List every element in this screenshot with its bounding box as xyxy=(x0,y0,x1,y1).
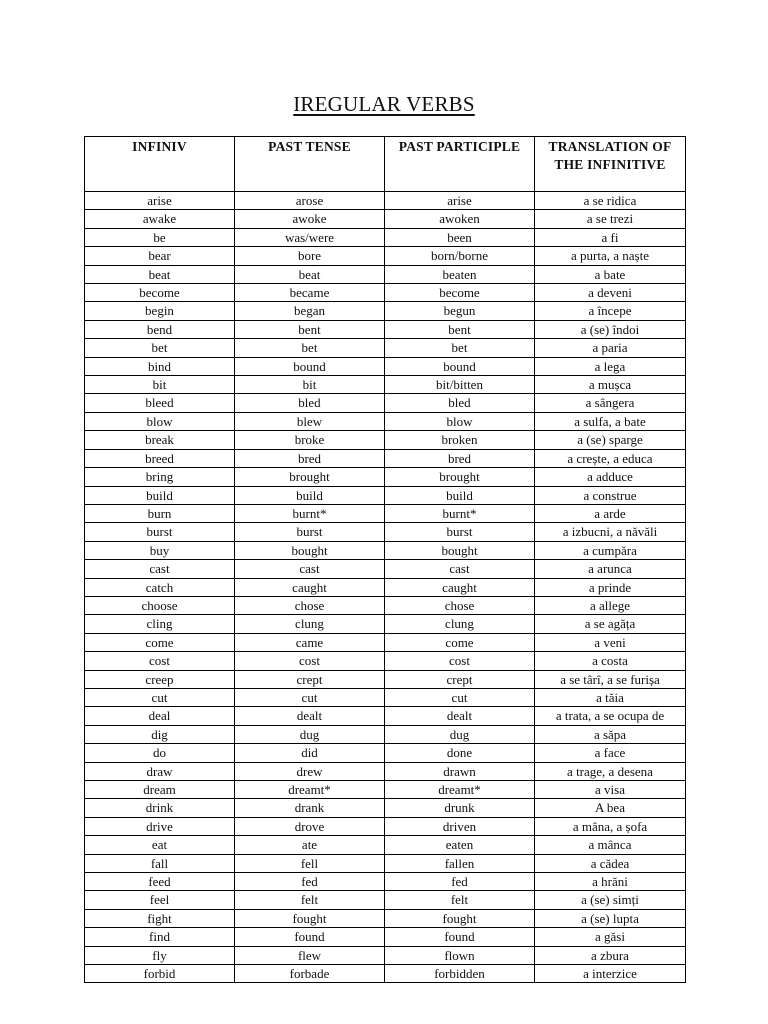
cell-translation: a allege xyxy=(535,596,686,614)
cell-infinitive: beat xyxy=(85,265,235,283)
cell-infinitive: bring xyxy=(85,468,235,486)
cell-infinitive: dig xyxy=(85,725,235,743)
cell-past-participle: come xyxy=(385,633,535,651)
table-row xyxy=(85,302,686,320)
cell-past-participle: arise xyxy=(385,192,535,210)
table-row xyxy=(85,946,686,964)
table-row xyxy=(85,725,686,743)
cell-translation: a zbura xyxy=(535,946,686,964)
cell-past-tense: burst xyxy=(235,523,385,541)
cell-infinitive: bind xyxy=(85,357,235,375)
cell-past-tense: blew xyxy=(235,412,385,430)
cell-translation: a izbucni, a năvăli xyxy=(535,523,686,541)
cell-past-participle: awoken xyxy=(385,210,535,228)
cell-translation: a mușca xyxy=(535,376,686,394)
cell-past-tense: cost xyxy=(235,652,385,670)
cell-translation: a construe xyxy=(535,486,686,504)
table-row xyxy=(85,965,686,983)
table-row xyxy=(85,320,686,338)
table-row xyxy=(85,468,686,486)
cell-translation: a (se) simți xyxy=(535,891,686,909)
cell-infinitive: bear xyxy=(85,247,235,265)
cell-infinitive: cling xyxy=(85,615,235,633)
table-row xyxy=(85,192,686,210)
cell-past-participle: cut xyxy=(385,688,535,706)
cell-past-participle: cost xyxy=(385,652,535,670)
cell-infinitive: burn xyxy=(85,504,235,522)
header-past-participle: PAST PARTICIPLE xyxy=(385,137,535,192)
cell-translation: a (se) lupta xyxy=(535,909,686,927)
cell-past-participle: been xyxy=(385,228,535,246)
cell-translation: a purta, a naște xyxy=(535,247,686,265)
cell-past-tense: dreamt* xyxy=(235,781,385,799)
cell-past-participle: forbidden xyxy=(385,965,535,983)
table-row xyxy=(85,707,686,725)
cell-translation: a interzice xyxy=(535,965,686,983)
cell-past-participle: burnt* xyxy=(385,504,535,522)
cell-past-participle: burst xyxy=(385,523,535,541)
cell-infinitive: find xyxy=(85,928,235,946)
table-row xyxy=(85,836,686,854)
cell-translation: a se agăța xyxy=(535,615,686,633)
table-row xyxy=(85,670,686,688)
cell-infinitive: catch xyxy=(85,578,235,596)
cell-past-participle: fed xyxy=(385,873,535,891)
cell-past-participle: dreamt* xyxy=(385,781,535,799)
cell-past-tense: chose xyxy=(235,596,385,614)
cell-past-tense: was/were xyxy=(235,228,385,246)
cell-infinitive: be xyxy=(85,228,235,246)
cell-translation: a începe xyxy=(535,302,686,320)
table-row xyxy=(85,762,686,780)
table-row xyxy=(85,541,686,559)
table-row xyxy=(85,523,686,541)
cell-past-tense: became xyxy=(235,284,385,302)
cell-translation: a arde xyxy=(535,504,686,522)
cell-infinitive: breed xyxy=(85,449,235,467)
cell-past-tense: felt xyxy=(235,891,385,909)
table-row xyxy=(85,228,686,246)
cell-translation: a fi xyxy=(535,228,686,246)
cell-past-participle: found xyxy=(385,928,535,946)
cell-infinitive: awake xyxy=(85,210,235,228)
cell-infinitive: bit xyxy=(85,376,235,394)
cell-translation: a face xyxy=(535,744,686,762)
cell-past-participle: broken xyxy=(385,431,535,449)
cell-past-participle: blow xyxy=(385,412,535,430)
cell-past-tense: drove xyxy=(235,817,385,835)
cell-past-tense: bled xyxy=(235,394,385,412)
table-row xyxy=(85,928,686,946)
cell-past-tense: crept xyxy=(235,670,385,688)
cell-infinitive: come xyxy=(85,633,235,651)
cell-translation: a se târî, a se furișa xyxy=(535,670,686,688)
table-row xyxy=(85,891,686,909)
cell-infinitive: eat xyxy=(85,836,235,854)
cell-translation: a se ridica xyxy=(535,192,686,210)
table-row xyxy=(85,873,686,891)
cell-past-tense: cut xyxy=(235,688,385,706)
cell-past-participle: driven xyxy=(385,817,535,835)
cell-past-tense: broke xyxy=(235,431,385,449)
cell-infinitive: bend xyxy=(85,320,235,338)
cell-past-participle: clung xyxy=(385,615,535,633)
cell-translation: a costa xyxy=(535,652,686,670)
cell-infinitive: dream xyxy=(85,781,235,799)
cell-past-participle: bound xyxy=(385,357,535,375)
table-header-row xyxy=(85,137,686,192)
cell-infinitive: cut xyxy=(85,688,235,706)
cell-past-tense: arose xyxy=(235,192,385,210)
cell-translation: a lega xyxy=(535,357,686,375)
cell-past-participle: felt xyxy=(385,891,535,909)
cell-infinitive: drive xyxy=(85,817,235,835)
cell-past-participle: chose xyxy=(385,596,535,614)
cell-past-participle: fought xyxy=(385,909,535,927)
cell-translation: a sângera xyxy=(535,394,686,412)
cell-infinitive: feed xyxy=(85,873,235,891)
cell-past-tense: drank xyxy=(235,799,385,817)
header-translation: TRANSLATION OF THE INFINITIVE xyxy=(535,137,686,192)
table-row xyxy=(85,339,686,357)
cell-translation: a veni xyxy=(535,633,686,651)
cell-past-tense: drew xyxy=(235,762,385,780)
table-row xyxy=(85,284,686,302)
cell-translation: a cumpăra xyxy=(535,541,686,559)
table-row xyxy=(85,394,686,412)
cell-past-tense: burnt* xyxy=(235,504,385,522)
cell-translation: a găsi xyxy=(535,928,686,946)
table-row xyxy=(85,376,686,394)
cell-infinitive: deal xyxy=(85,707,235,725)
table-row xyxy=(85,633,686,651)
cell-infinitive: fight xyxy=(85,909,235,927)
cell-past-tense: build xyxy=(235,486,385,504)
table-row xyxy=(85,615,686,633)
cell-infinitive: choose xyxy=(85,596,235,614)
cell-past-participle: bent xyxy=(385,320,535,338)
cell-translation: a deveni xyxy=(535,284,686,302)
table-row xyxy=(85,247,686,265)
cell-translation: a mâna, a șofa xyxy=(535,817,686,835)
cell-past-participle: bet xyxy=(385,339,535,357)
cell-past-participle: brought xyxy=(385,468,535,486)
cell-translation: a mânca xyxy=(535,836,686,854)
cell-past-tense: fought xyxy=(235,909,385,927)
cell-past-tense: awoke xyxy=(235,210,385,228)
cell-past-tense: beat xyxy=(235,265,385,283)
cell-past-participle: born/borne xyxy=(385,247,535,265)
cell-past-participle: crept xyxy=(385,670,535,688)
table-row xyxy=(85,210,686,228)
cell-infinitive: fly xyxy=(85,946,235,964)
cell-past-participle: beaten xyxy=(385,265,535,283)
cell-past-tense: fed xyxy=(235,873,385,891)
cell-infinitive: cost xyxy=(85,652,235,670)
cell-translation: a paria xyxy=(535,339,686,357)
table-row xyxy=(85,688,686,706)
cell-translation: a prinde xyxy=(535,578,686,596)
cell-past-tense: dealt xyxy=(235,707,385,725)
cell-translation: a arunca xyxy=(535,560,686,578)
cell-past-tense: began xyxy=(235,302,385,320)
cell-infinitive: do xyxy=(85,744,235,762)
cell-translation: a trata, a se ocupa de xyxy=(535,707,686,725)
cell-translation: a cădea xyxy=(535,854,686,872)
cell-past-tense: flew xyxy=(235,946,385,964)
table-row xyxy=(85,357,686,375)
cell-past-participle: done xyxy=(385,744,535,762)
cell-past-participle: bought xyxy=(385,541,535,559)
cell-past-participle: bred xyxy=(385,449,535,467)
cell-past-participle: begun xyxy=(385,302,535,320)
cell-past-tense: dug xyxy=(235,725,385,743)
cell-translation: a se trezi xyxy=(535,210,686,228)
cell-infinitive: build xyxy=(85,486,235,504)
cell-past-tense: bound xyxy=(235,357,385,375)
cell-infinitive: creep xyxy=(85,670,235,688)
table-row xyxy=(85,909,686,927)
cell-past-participle: dug xyxy=(385,725,535,743)
table-body xyxy=(85,192,686,983)
cell-infinitive: drink xyxy=(85,799,235,817)
cell-past-participle: become xyxy=(385,284,535,302)
cell-infinitive: cast xyxy=(85,560,235,578)
cell-translation: a hrăni xyxy=(535,873,686,891)
table-row xyxy=(85,486,686,504)
cell-past-participle: cast xyxy=(385,560,535,578)
cell-past-tense: cast xyxy=(235,560,385,578)
cell-infinitive: blow xyxy=(85,412,235,430)
cell-past-tense: bet xyxy=(235,339,385,357)
cell-infinitive: buy xyxy=(85,541,235,559)
cell-infinitive: begin xyxy=(85,302,235,320)
cell-past-participle: drawn xyxy=(385,762,535,780)
table-row xyxy=(85,854,686,872)
table-row xyxy=(85,449,686,467)
cell-infinitive: draw xyxy=(85,762,235,780)
cell-infinitive: forbid xyxy=(85,965,235,983)
cell-past-tense: came xyxy=(235,633,385,651)
table-row xyxy=(85,578,686,596)
cell-past-tense: brought xyxy=(235,468,385,486)
cell-infinitive: bet xyxy=(85,339,235,357)
cell-past-participle: drunk xyxy=(385,799,535,817)
cell-past-tense: bent xyxy=(235,320,385,338)
cell-translation: a sulfa, a bate xyxy=(535,412,686,430)
cell-past-participle: eaten xyxy=(385,836,535,854)
table-row xyxy=(85,781,686,799)
cell-past-tense: bore xyxy=(235,247,385,265)
cell-past-tense: fell xyxy=(235,854,385,872)
cell-translation: a bate xyxy=(535,265,686,283)
irregular-verbs-table xyxy=(84,136,686,983)
cell-past-tense: ate xyxy=(235,836,385,854)
table-row xyxy=(85,596,686,614)
document-title: IREGULAR VERBS xyxy=(293,92,475,116)
header-past-tense: PAST TENSE xyxy=(235,137,385,192)
table-row xyxy=(85,560,686,578)
cell-past-tense: clung xyxy=(235,615,385,633)
cell-translation: A bea xyxy=(535,799,686,817)
cell-past-tense: bit xyxy=(235,376,385,394)
cell-translation: a (se) sparge xyxy=(535,431,686,449)
cell-past-tense: did xyxy=(235,744,385,762)
cell-past-participle: bled xyxy=(385,394,535,412)
table-row xyxy=(85,817,686,835)
cell-past-participle: caught xyxy=(385,578,535,596)
cell-past-tense: found xyxy=(235,928,385,946)
cell-infinitive: bleed xyxy=(85,394,235,412)
cell-translation: a visa xyxy=(535,781,686,799)
cell-past-participle: bit/bitten xyxy=(385,376,535,394)
cell-translation: a săpa xyxy=(535,725,686,743)
cell-translation: a trage, a desena xyxy=(535,762,686,780)
cell-translation: a crește, a educa xyxy=(535,449,686,467)
cell-translation: a tăia xyxy=(535,688,686,706)
cell-past-participle: build xyxy=(385,486,535,504)
cell-past-tense: caught xyxy=(235,578,385,596)
cell-infinitive: burst xyxy=(85,523,235,541)
cell-infinitive: break xyxy=(85,431,235,449)
cell-past-participle: dealt xyxy=(385,707,535,725)
table-row xyxy=(85,431,686,449)
table-row xyxy=(85,265,686,283)
cell-past-tense: bought xyxy=(235,541,385,559)
cell-infinitive: arise xyxy=(85,192,235,210)
cell-infinitive: become xyxy=(85,284,235,302)
table-row xyxy=(85,652,686,670)
cell-past-participle: fallen xyxy=(385,854,535,872)
cell-past-participle: flown xyxy=(385,946,535,964)
cell-past-tense: bred xyxy=(235,449,385,467)
cell-translation: a (se) îndoi xyxy=(535,320,686,338)
table-row xyxy=(85,504,686,522)
table-row xyxy=(85,412,686,430)
header-infinitive: INFINIV xyxy=(85,137,235,192)
cell-infinitive: fall xyxy=(85,854,235,872)
cell-translation: a adduce xyxy=(535,468,686,486)
cell-past-tense: forbade xyxy=(235,965,385,983)
table-row xyxy=(85,744,686,762)
table-row xyxy=(85,799,686,817)
cell-infinitive: feel xyxy=(85,891,235,909)
